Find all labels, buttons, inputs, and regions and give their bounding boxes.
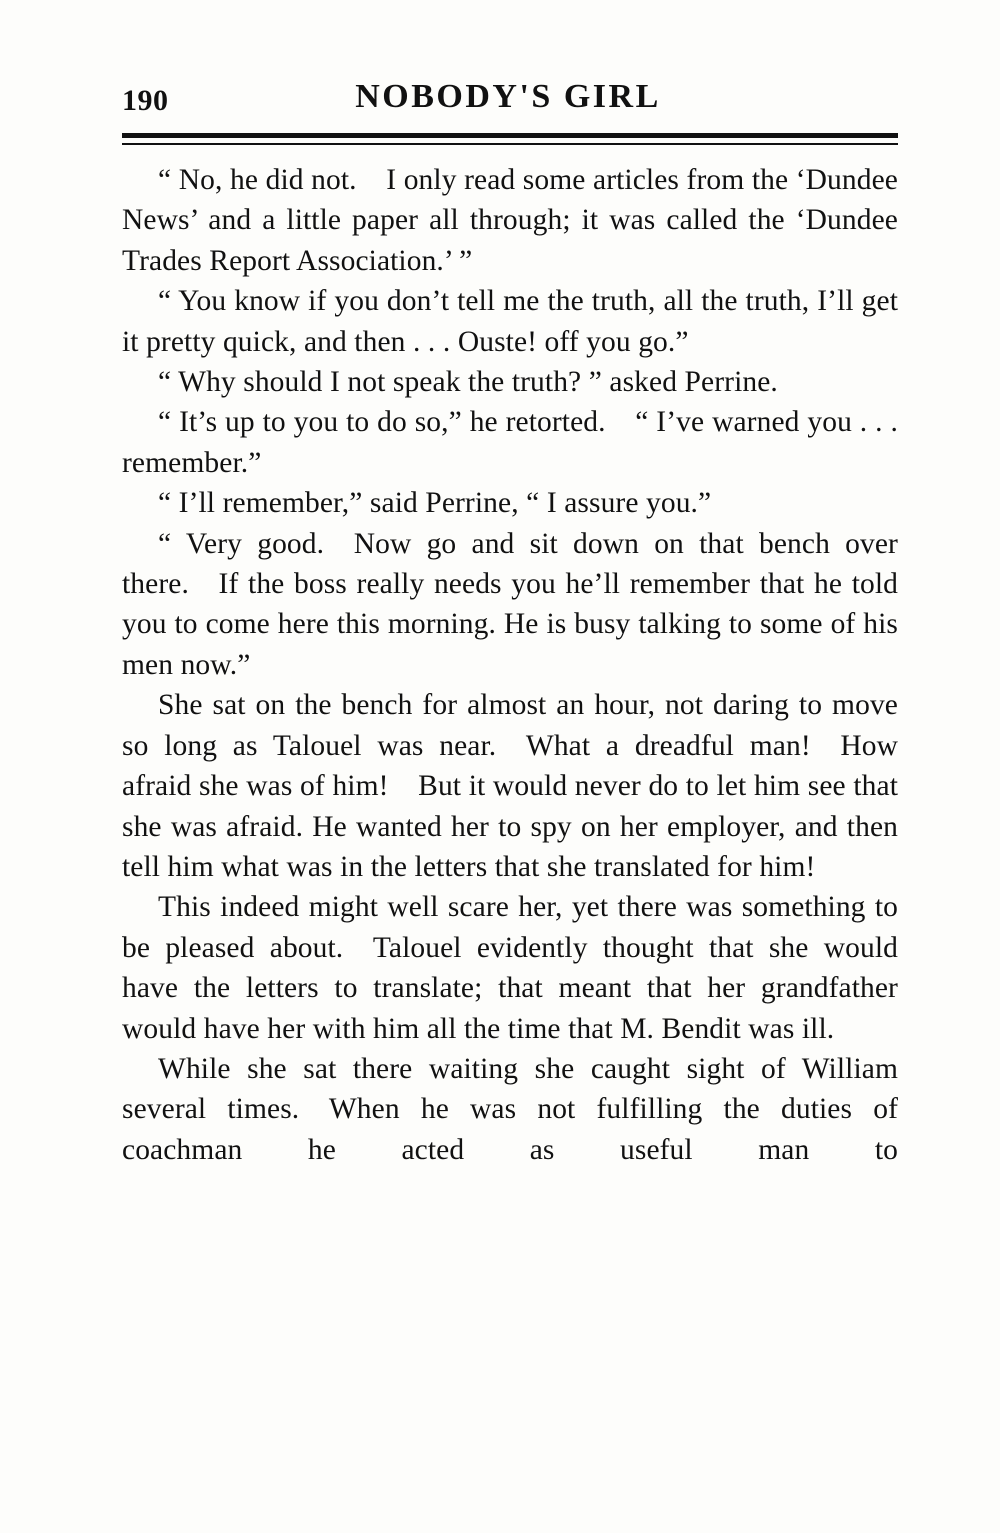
paragraph: “ I’ll remember,” said Perrine, “ I assure you.” <box>158 487 712 520</box>
running-title: NOBODY'S GIRL <box>355 78 661 115</box>
page-header <box>122 78 894 128</box>
header-rule-thin <box>122 143 898 145</box>
paragraph: “ You know if you don’t tell me the truth, all the truth, I’ll get it pretty quick, and then . . . Ouste! off you go.” <box>122 285 898 358</box>
paragraph: “ It’s up to you to do so,” he retorted. “ I’ve warned you . . . remember.” <box>122 406 898 479</box>
body-text <box>122 160 898 1211</box>
paragraph: While she sat there waiting she caught sight of William several times. When he was not fulfilling the duties of coachman he acted as useful man to <box>122 1052 898 1166</box>
paragraph: “ Very good. Now go and sit down on that bench over there. If the boss really needs you he’ll remember that he told you to come here this morning. He is busy talking to some of his men now.” <box>122 527 898 681</box>
paragraph: “ No, he did not. I only read some articles from the ‘Dundee News’ and a little paper all through; it was called the ‘Dundee Trades Report Association.’ ” <box>122 164 898 277</box>
paragraph: She sat on the bench for almost an hour, not daring to move so long as Talouel was near. What a dreadful man! How afraid she was of him! But it would never do to let him see that she was afraid. He wanted her to spy on her employer, and then tell him what was in the letters that she translated for him! <box>122 689 898 883</box>
paragraph: “ Why should I not speak the truth? ” asked Perrine. <box>158 366 778 399</box>
header-rule-thick <box>122 133 898 138</box>
page-number: 190 <box>122 84 169 117</box>
paragraph: This indeed might well scare her, yet there was something to be pleased about. Talouel evidently thought that she would have the letters to translate; that meant that her grandfather would have her with him all the time that M. Bendit was ill. <box>122 891 898 1045</box>
